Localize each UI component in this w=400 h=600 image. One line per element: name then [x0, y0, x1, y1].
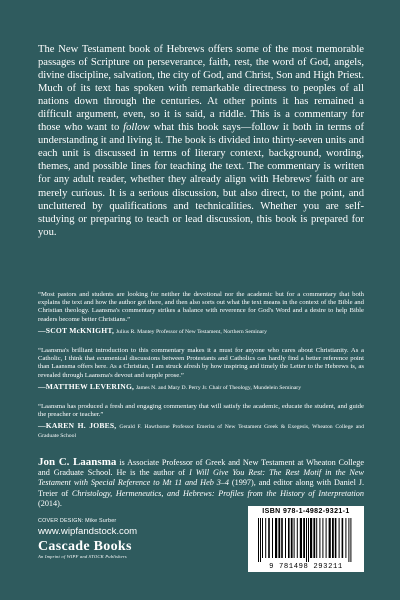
barcode-bar [272, 518, 273, 558]
blurb-emphasis: follow [123, 122, 150, 134]
endorsement-quote: “Laansma's brilliant introduction to this commentary makes it a must for anyone who cares about Christianity. As a Catholic, I think that ecumenical discussions between Protestants and Catholics can hardly find a better reference point than Laansma offers here. As a Christian, I am struck afresh by how inspiring and timely the Letter to the Hebrews is, as revealed through Laansma's devout and supple prose.” [38, 347, 364, 379]
barcode-bar [326, 518, 327, 558]
cover-design-credit: COVER DESIGN: Mike Surber [38, 518, 117, 524]
endorsement-attribution [38, 327, 364, 336]
barcode-bar [281, 518, 283, 558]
blurb-part-2: what this book says—follow it both in terms of understanding it and living it. The book is divided into thirty-seven units and each unit is discussed in terms of literary context, background, wording, themes, and possible lines for teaching the text. The commentary is written for any adult reader, whether they already align with Hebrews' faith or are merely curious. It is a serious discussion, but also direct, to the point, and uncluttered by qualifications and technicalities. Whether you are self-studying or preparing to teach or lead discussion, this book is prepared for you. [38, 122, 364, 238]
barcode-bar [319, 518, 320, 558]
endorsement-quote: “Most pastors and students are looking for neither the devotional nor the academic but for a commentary that both explains the text and how the author got there, and then also sorts out what the text means in the context of the Bible and Christian theology. Laansma's commentary strikes a balance with reverence for God's Word and a desire to help Bible readers become better Christians.” [38, 291, 364, 323]
barcode-bar [332, 518, 334, 558]
endorser-title: James N. and Mary D. Perry Jr. Chair of Theology, Mundelein Seminary [135, 384, 302, 391]
endorsement-attribution [38, 383, 364, 392]
publisher-tagline: An Imprint of WIPF and STOCK Publishers [38, 554, 127, 559]
endorser-title: Julius R. Mantey Professor of New Testament, Northern Seminary [115, 328, 267, 335]
barcode-bar [348, 518, 349, 562]
barcode-bar [275, 518, 277, 558]
barcode-bar [300, 518, 302, 558]
endorser-name: —MATTHEW LEVERING, [38, 381, 135, 391]
endorsement-attribution [38, 422, 364, 439]
barcode-bar [306, 518, 307, 562]
barcode-bar [335, 518, 337, 558]
barcode-bars [256, 518, 356, 562]
barcode-bar [258, 518, 259, 562]
endorsement-jobes [38, 403, 364, 440]
barcode-bar [294, 518, 295, 558]
barcode-bar [268, 518, 270, 558]
barcode-bar [342, 518, 344, 558]
barcode-bar [310, 518, 312, 558]
endorser-name: —SCOT McKNIGHT, [38, 325, 115, 335]
author-bio-part-2: (1997), and editor along with Daniel J. Treier of [38, 478, 364, 498]
endorsement-quote: “Laansma has produced a fresh and engaging commentary that will satisfy the academic, educate the student, and guide the preacher or teacher.” [38, 403, 364, 419]
barcode-bar [322, 518, 323, 558]
author-book-1: I Will Give You Rest: The Rest Motif in the New Testament with Special Reference to Mt 11 and Heb 3–4 [38, 468, 364, 488]
author-bio-part-1: is Associate Professor of Greek and New Testament at Wheaton College and Graduate School. He is the author of [38, 458, 365, 478]
endorsement-mcknight [38, 291, 364, 336]
publisher-name: Cascade Books [38, 539, 132, 554]
author-bio [38, 457, 364, 509]
isbn-barcode [248, 506, 364, 572]
barcode-bar [303, 518, 305, 558]
barcode-bar [288, 518, 290, 558]
blurb-part-1: The New Testament book of Hebrews offers some of the most memorable passages of Scripture on perseverance, faith, rest, the word of God, angels, divine discipline, salvation, the city of God, and Christ, Son and High Priest. Much of its text has spoken with remarkable directness to peoples of all nations down through the centuries. At other points it has remained a difficult argument, even, so it is said, a riddle. This is a commentary for those who want to [38, 44, 364, 134]
publisher-logo [38, 539, 152, 564]
endorser-name: —KAREN H. JOBES, [38, 421, 117, 431]
barcode-bar [350, 518, 351, 562]
book-description [38, 43, 364, 239]
barcode-bar [313, 518, 315, 558]
barcode-bar [316, 518, 317, 558]
barcode-bar [308, 518, 309, 562]
author-bio-part-3: (2014). [38, 498, 62, 508]
endorser-title: Gerald F. Hawthorne Professor Emerita of New Testament Greek & Exegesis, Wheaton College and Graduate School [38, 424, 364, 439]
endorsement-levering [38, 347, 364, 392]
barcode-bar [345, 518, 346, 558]
endorsements [38, 291, 364, 451]
isbn-label: ISBN 978-1-4982-9321-1 [262, 508, 350, 515]
author-name: Jon C. Laansma [38, 456, 117, 468]
barcode-bar [262, 518, 263, 558]
barcode-bar [265, 518, 266, 558]
barcode-bar [278, 518, 280, 558]
author-book-2: Christology, Hermeneutics, and Hebrews: Profiles from the History of Interpretation [71, 488, 364, 498]
barcode-bar [329, 518, 331, 558]
barcode-bar [339, 518, 340, 558]
barcode-bar [260, 518, 261, 562]
barcode-bar [285, 518, 286, 558]
barcode-bar [291, 518, 293, 558]
barcode-bar [297, 518, 298, 558]
publisher-website[interactable]: www.wipfandstock.com [38, 526, 138, 537]
isbn-digits: 9 781498 293211 [269, 563, 343, 571]
